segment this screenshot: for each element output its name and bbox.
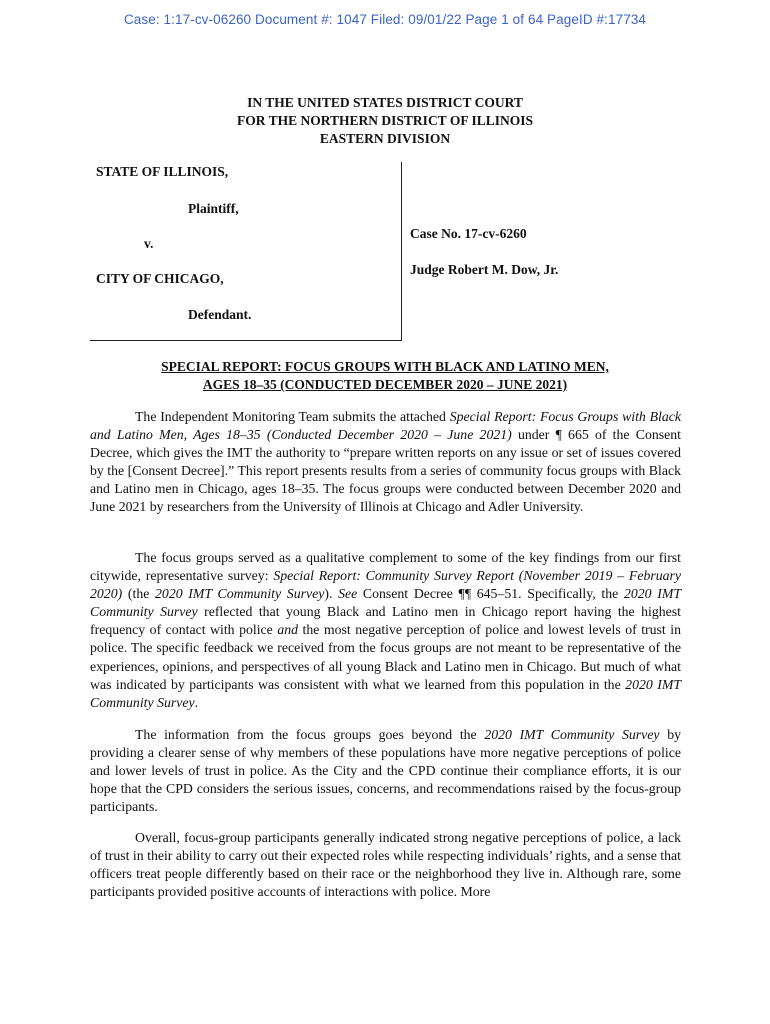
judge-name: Judge Robert M. Dow, Jr. <box>410 262 559 277</box>
case-number: Case No. 17-cv-6260 <box>410 226 527 241</box>
defendant-label: Defendant. <box>188 307 252 322</box>
paragraph-4: Overall, focus-group participants generally indicated strong negative perceptions of police, a lack of trust in their ability to carry out their expected roles while respecting individuals’ rights, and a sense that officers treat people differently based on their race or the neighborhood they live in. Although rare, some participants provided positive accounts of interactions with police. More <box>90 830 681 900</box>
paragraph-3: The information from the focus groups goes beyond the 2020 IMT Community Survey by providing a clearer sense of why members of these populations have more negative perceptions of police and lower levels of trust in police. As the City and the CPD continue their compliance efforts, it is our hope that the CPD considers the serious issues, concerns, and recommendations raised by the focus-group participants. <box>90 727 681 815</box>
caption-vertical-rule <box>401 162 402 341</box>
paragraph-1: The Independent Monitoring Team submits the attached Special Report: Focus Groups with Black and Latino Men, Ages 18–35 (Conducted December 2020 – June 2021) under ¶ 665 of the Consent Decree, which gives the IMT the authority to “prepare written reports on any issue or set of issues covered by the [Consent Decree].” This report presents results from a series of community focus groups with Black and Latino men in Chicago, ages 18–35. The focus groups were conducted between December 2020 and June 2021 by researchers from the University of Illinois at Chicago and Adler University. <box>90 409 681 515</box>
court-heading <box>0 94 770 148</box>
paragraph-2: The focus groups served as a qualitative complement to some of the key findings from our first citywide, representative survey: Special Report: Community Survey Report (November 2019 – February 2020) (the 2020 IMT Community Survey). See Consent Decree ¶¶ 645–51. Specifically, the 2020 IMT Community Survey reflected that young Black and Latino men in Chicago report having the highest frequency of contact with police and the most negative perception of police and lowest levels of trust in police. The specific feedback we received from the focus groups are not meant to be representative of the experiences, opinions, and perspectives of all young Black and Latino men in Chicago. But much of what was indicated by participants was consistent with what we learned from this population in the 2020 IMT Community Survey. <box>90 550 682 710</box>
report-title-line-1: SPECIAL REPORT: FOCUS GROUPS WITH BLACK AND LATINO MEN, <box>161 359 609 374</box>
plaintiff-name: STATE OF ILLINOIS, <box>96 164 229 179</box>
ecf-header-stamp: Case: 1:17-cv-06260 Document #: 1047 Filed: 09/01/22 Page 1 of 64 PageID #:17734 <box>123 12 647 27</box>
court-line-3: EASTERN DIVISION <box>319 131 451 146</box>
defendant-name: CITY OF CHICAGO, <box>96 271 224 286</box>
report-title-line-2: AGES 18–35 (CONDUCTED DECEMBER 2020 – JUNE 2021) <box>202 377 568 392</box>
caption-horizontal-rule <box>90 340 402 341</box>
versus-label: v. <box>144 236 154 251</box>
court-line-1: IN THE UNITED STATES DISTRICT COURT <box>247 95 523 110</box>
report-title <box>0 358 770 394</box>
plaintiff-label: Plaintiff, <box>188 201 239 216</box>
court-line-2: FOR THE NORTHERN DISTRICT OF ILLINOIS <box>237 113 533 128</box>
